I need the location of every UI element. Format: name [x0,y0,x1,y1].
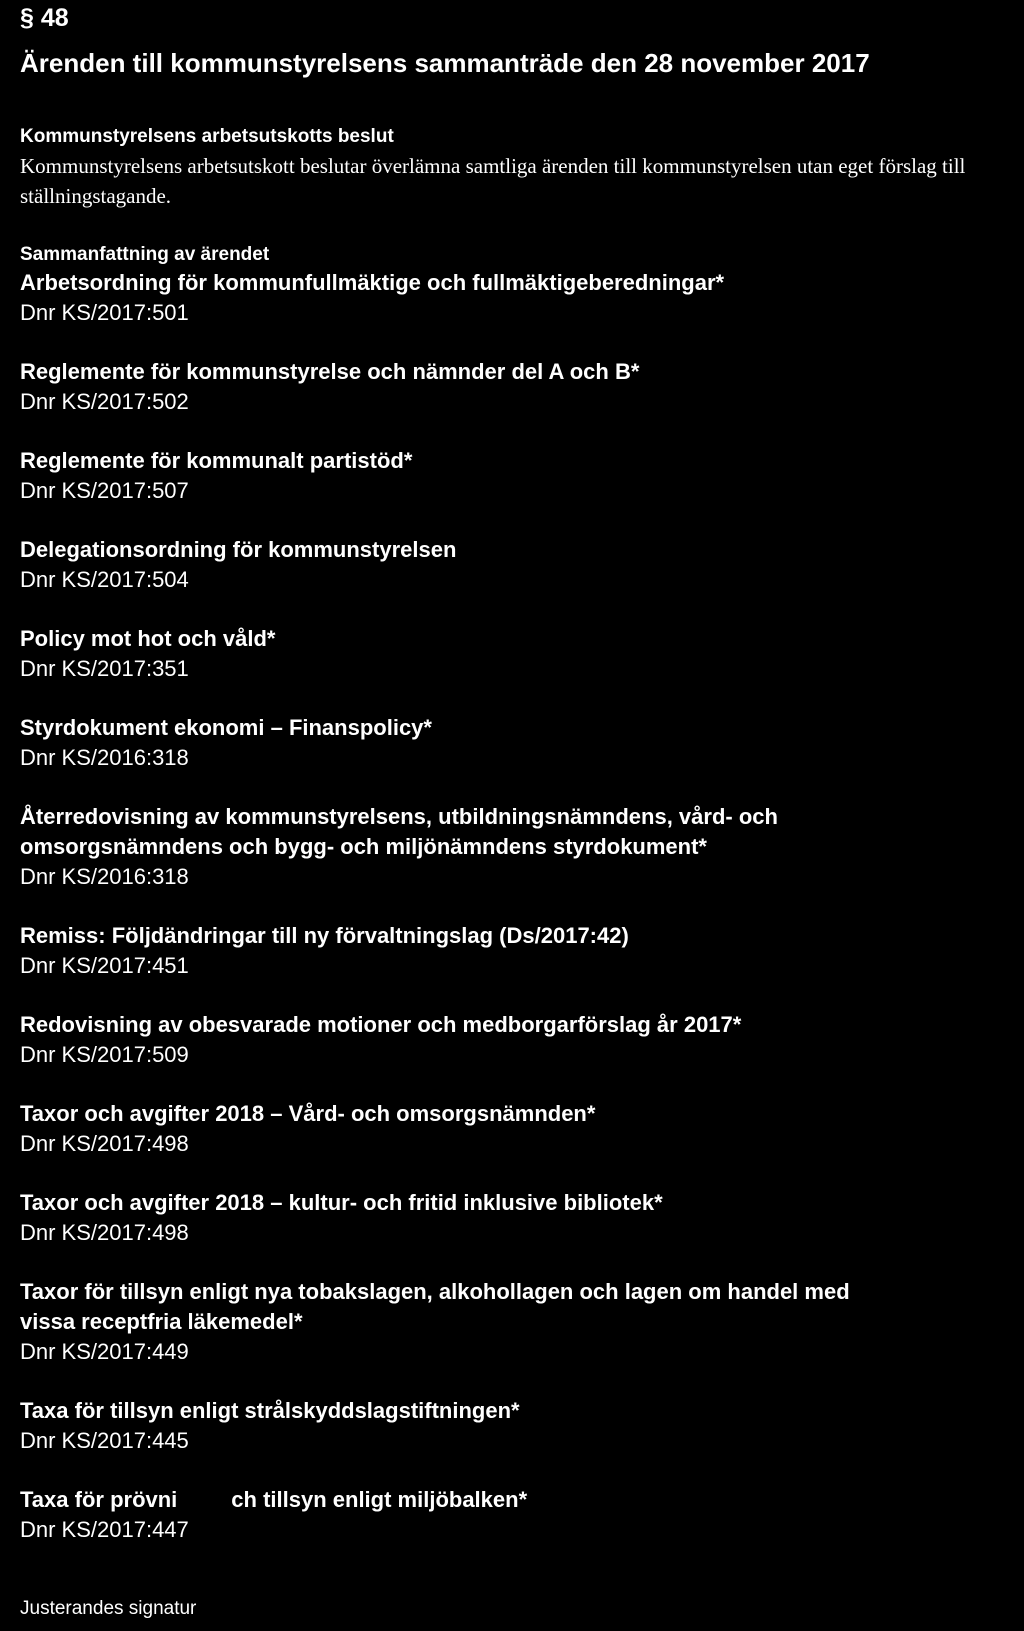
agenda-item-dnr: Dnr KS/2017:502 [20,389,189,414]
agenda-item-title-line: vissa receptfria läkemedel* [20,1309,303,1334]
agenda-item-dnr: Dnr KS/2016:318 [20,864,189,889]
agenda-item [20,535,1020,595]
agenda-item-title-line: Återredovisning av kommunstyrelsens, utbildningsnämndens, vård- och [20,804,778,829]
agenda-item [20,713,1020,773]
agenda-item [20,1188,1020,1248]
agenda-item [20,1277,1020,1367]
agenda-item [20,1485,1020,1545]
agenda-items-list [20,268,1020,1574]
agenda-item [20,446,1020,506]
agenda-item [20,1396,1020,1456]
agenda-item-title: Reglemente för kommunstyrelse och nämnder del A och B* [20,359,640,384]
decision-text: Kommunstyrelsens arbetsutskott beslutar överlämna samtliga ärenden till kommunstyrelsen utan eget förslag till ställningstagande. [20,154,966,208]
agenda-item [20,921,1020,981]
agenda-item-title: Taxor och avgifter 2018 – Vård- och omsorgsnämnden* [20,1101,596,1126]
agenda-item-dnr: Dnr KS/2017:507 [20,478,189,503]
agenda-item [20,802,1020,892]
agenda-item-dnr: Dnr KS/2017:509 [20,1042,189,1067]
agenda-item-dnr: Dnr KS/2017:504 [20,567,189,592]
agenda-item-title: Taxor och avgifter 2018 – kultur- och fritid inklusive bibliotek* [20,1190,663,1215]
agenda-item-title-line: omsorgsnämndens och bygg- och miljönämndens styrdokument* [20,834,707,859]
agenda-item-title: Styrdokument ekonomi – Finanspolicy* [20,715,432,740]
agenda-item-title: Redovisning av obesvarade motioner och medborgarförslag år 2017* [20,1012,742,1037]
agenda-item-dnr: Dnr KS/2017:445 [20,1428,189,1453]
agenda-item-dnr: Dnr KS/2016:318 [20,745,189,770]
page-title: Ärenden till kommunstyrelsens sammanträde den 28 november 2017 [20,48,870,78]
agenda-item-dnr: Dnr KS/2017:498 [20,1220,189,1245]
agenda-item-title: Policy mot hot och våld* [20,626,276,651]
section-number: § 48 [20,4,69,32]
agenda-item-title: Taxa för tillsyn enligt strålskyddslagstiftningen* [20,1398,520,1423]
agenda-item [20,357,1020,417]
agenda-item [20,1010,1020,1070]
decision-heading: Kommunstyrelsens arbetsutskotts beslut [20,126,394,147]
agenda-item-title: Remiss: Följdändringar till ny förvaltningslag (Ds/2017:42) [20,923,629,948]
agenda-item-dnr: Dnr KS/2017:351 [20,656,189,681]
agenda-item-dnr: Dnr KS/2017:451 [20,953,189,978]
agenda-item-dnr: Dnr KS/2017:501 [20,300,189,325]
agenda-item [20,1099,1020,1159]
agenda-item-dnr: Dnr KS/2017:498 [20,1131,189,1156]
agenda-item-title: Arbetsordning för kommunfullmäktige och fullmäktigeberedningar* [20,270,725,295]
agenda-item-title-part: ch tillsyn enligt miljöbalken* [231,1487,528,1512]
agenda-item-title-line: Taxor för tillsyn enligt nya tobakslagen, alkohollagen och lagen om handel med [20,1279,850,1304]
agenda-item-dnr: Dnr KS/2017:449 [20,1339,189,1364]
agenda-item-title-part: Taxa för prövni [20,1487,178,1512]
agenda-item-dnr: Dnr KS/2017:447 [20,1517,189,1542]
agenda-item-title [20,1485,1020,1515]
agenda-item [20,268,1020,328]
agenda-item-title: Reglemente för kommunalt partistöd* [20,448,413,473]
signature-label: Justerandes signatur [20,1598,197,1619]
agenda-item-title: Delegationsordning för kommunstyrelsen [20,537,457,562]
summary-heading: Sammanfattning av ärendet [20,244,270,265]
agenda-item [20,624,1020,684]
